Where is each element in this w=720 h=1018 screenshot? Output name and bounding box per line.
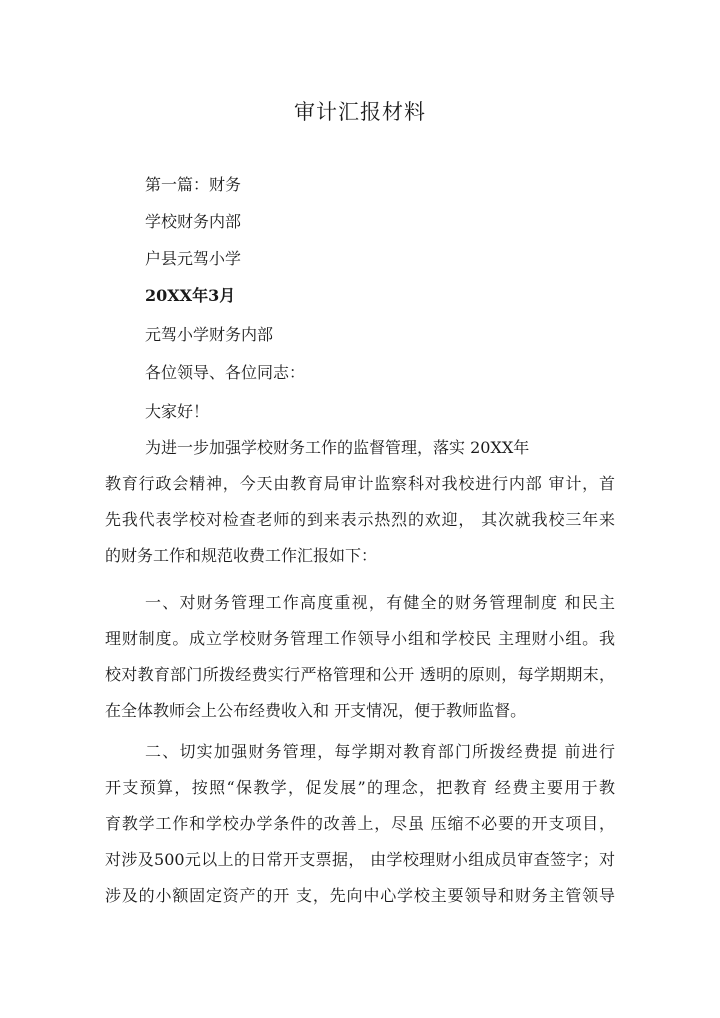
paragraph-line: 在全体教师会上公布经费收入和 开支情况，便于教师监督。 [105,701,527,720]
paragraph-line: 二、切实加强财务管理，每学期对教育部门所拨经费提 前进行 [145,742,615,761]
document-title: 审计汇报材料 [294,100,426,124]
paragraph-line: 对涉及500元以上的日常开支票据， 由学校理财小组成员审查签字；对 [105,850,615,869]
paragraph-line: 教育行政会精神，今天由教育局审计监察科对我校进行内部 审计，首 [105,474,615,493]
salutation: 各位领导、各位同志： [145,363,306,382]
section-heading: 第一篇：财务 [145,175,242,194]
greeting: 大家好！ [145,402,210,421]
header-line-school: 户县元驾小学 [145,249,242,268]
header-line-department: 元驾小学财务内部 [145,325,274,344]
header-line-unit: 学校财务内部 [145,212,242,231]
paragraph-line: 涉及的小额固定资产的开 支，先向中心学校主要领导和财务主管领导 [105,886,615,905]
paragraph-line: 的财务工作和规范收费工作汇报如下： [105,546,378,565]
header-line-date: 20XX年3月 [145,286,236,305]
paragraph-line: 先我代表学校对检查老师的到来表示热烈的欢迎， 其次就我校三年来 [105,510,615,529]
paragraph-point-two [105,740,615,920]
paragraph-line: 校对教育部门所拨经费实行严格管理和公开 透明的原则，每学期期末， [105,665,615,684]
paragraph-intro [105,436,615,580]
paragraph-line: 开支预算，按照“保教学，促发展”的理念，把教育 经费主要用于教 [105,778,615,797]
paragraph-line: 理财制度。成立学校财务管理工作领导小组和学校民 主理财小组。我 [105,629,615,648]
paragraph-point-one [105,591,615,735]
paragraph-line: 一、对财务管理工作高度重视，有健全的财务管理制度 和民主 [145,593,615,612]
paragraph-line: 育教学工作和学校办学条件的改善上，尽虽 压缩不必要的开支项目， [105,814,615,833]
paragraph-line: 为进一步加强学校财务工作的监督管理，落实 20XX年 [145,438,530,457]
